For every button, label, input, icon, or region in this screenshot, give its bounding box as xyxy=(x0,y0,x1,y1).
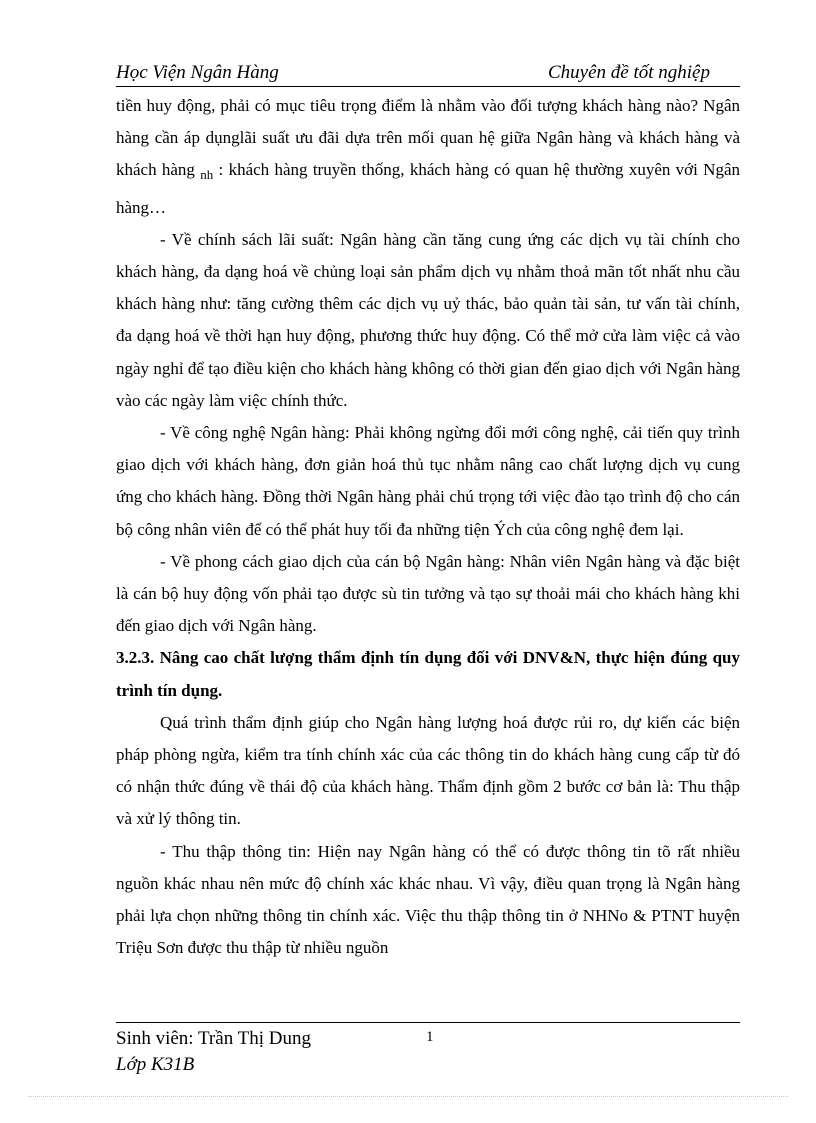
document-body xyxy=(116,90,740,964)
page-number: 1 xyxy=(426,1029,434,1045)
paragraph-info-collection: - Thu thập thông tin: Hiện nay Ngân hàng có thể có được thông tin tõ rất nhiều nguồn khác nhau nên mức độ chính xác khác nhau. Vì vậy, điều quan trọng là Ngân hàng phải lựa chọn những thông tin chính xác. Việc thu thập thông tin ở NHNo & PTNT huyện Triệu Sơn được thu thập từ nhiều nguồn xyxy=(116,841,740,958)
page-header xyxy=(116,60,740,87)
section-heading: 3.2.3. Nâng cao chất lượng thẩm định tín dụng đối với DNV&N, thực hiện đúng quy trình tín dụng. xyxy=(116,648,740,700)
footer-class: Lớp K31B xyxy=(116,1054,195,1075)
paragraph-1-text-b: : khách hàng truyền thống, khách hàng có quan hệ thường xuyên với Ngân hàng… xyxy=(116,160,741,217)
paragraph-1 xyxy=(116,90,740,224)
page-bottom-divider xyxy=(28,1096,788,1097)
header-document-type: Chuyên đề tốt nghiệp xyxy=(548,62,710,83)
paragraph-service-style: - Về phong cách giao dịch của cán bộ Ngân hàng: Nhân viên Ngân hàng và đặc biệt là cán bộ huy động vốn phải tạo được sù tin tưởng và tạo sự thoải mái cho khách hàng khi đến giao dịch với Ngân hàng. xyxy=(116,551,740,636)
page-footer xyxy=(116,1022,740,1075)
paragraph-interest-policy: - Về chính sách lãi suất: Ngân hàng cần tăng cung ứng các dịch vụ tài chính cho khách hàng, đa dạng hoá về chủng loại sản phẩm dịch vụ nhằm thoả mãn tốt nhất nhu cầu khách hàng như: tăng cường thêm các dịch vụ uỷ thác, bảo quản tài sản, tư vấn tài chính, đa dạng hoá về thời hạn huy động, phương thức huy động. Có thể mở cửa làm việc cả vào ngày nghỉ để tạo điều kiện cho khách hàng không có thời gian đến giao dịch với Ngân hàng vào các ngày làm việc chính thức. xyxy=(116,229,740,410)
footer-student-name: Sinh viên: Trần Thị Dung xyxy=(116,1028,311,1049)
paragraph-appraisal: Quá trình thẩm định giúp cho Ngân hàng lượng hoá được rủi ro, dự kiến các biện pháp phòng ngừa, kiểm tra tính chính xác của các thông tin do khách hàng cung cấp từ đó có nhận thức đúng về thái độ của khách hàng. Thẩm định gồm 2 bước cơ bản là: Thu thập và xử lý thông tin. xyxy=(116,712,740,829)
paragraph-1-text-a: tiền huy động, phải có mục tiêu trọng điểm là nhằm vào đối tượng khách hàng nào? Ngân hàng cần áp dụnglãi suất ưu đãi dựa trên mối quan hệ giữa Ngân hàng và khách hàng và khách hàng xyxy=(116,96,740,180)
paragraph-1-subscript: nh xyxy=(200,167,214,183)
header-institution: Học Viện Ngân Hàng xyxy=(116,62,279,83)
paragraph-technology: - Về công nghệ Ngân hàng: Phải không ngừng đổi mới công nghệ, cải tiến quy trình giao dịch với khách hàng, đơn giản hoá thủ tục nhằm nâng cao chất lượng dịch vụ cung ứng cho khách hàng. Đồng thời Ngân hàng phải chú trọng tới việc đào tạo trình độ cho cán bộ công nhân viên để có thể phát huy tối đa những tiện Ých của công nghệ đem lại. xyxy=(116,423,740,539)
